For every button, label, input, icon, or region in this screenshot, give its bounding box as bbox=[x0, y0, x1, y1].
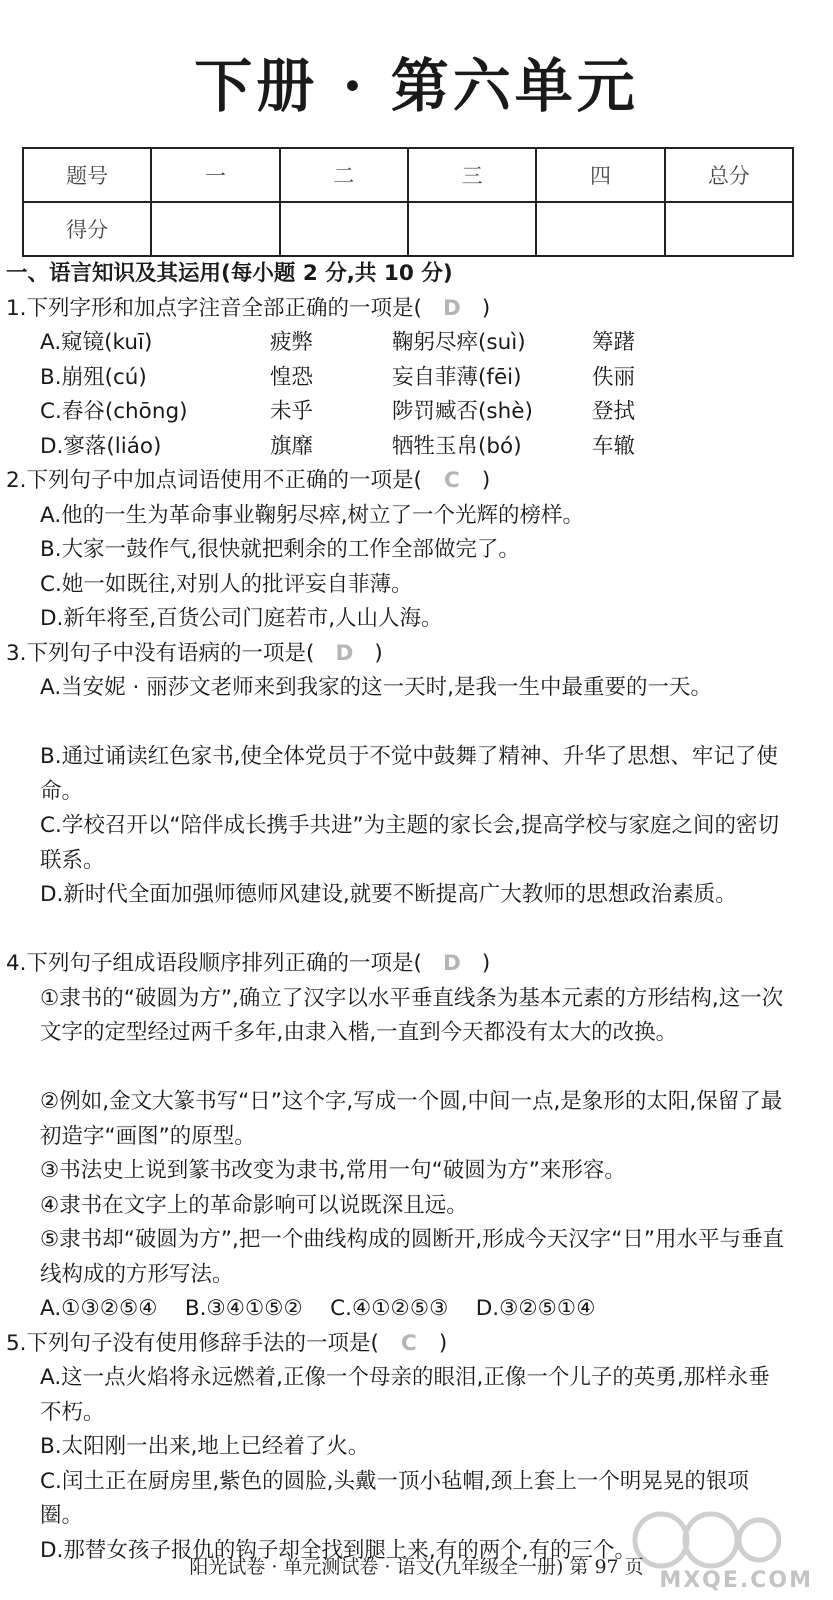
option-cell: 鞠躬尽瘁(suì) bbox=[392, 330, 526, 355]
question-3-option: D.新时代全面加强师德师风建设,就要不断提高广大教师的思想政治素质。 bbox=[40, 882, 737, 907]
question-4-sentence: ⑤隶书却“破圆为方”,把一个曲线构成的圆断开,形成今天汉字“日”用水平与垂直线构成的方形写法。 bbox=[40, 1227, 784, 1287]
option-cell: C.舂谷(chōng) bbox=[40, 399, 188, 424]
question-4-sentence: ①隶书的“破圆为方”,确立了汉字以水平垂直线条为基本元素的方形结构,这一次文字的定型经过两千多年,由隶入楷,一直到今天都没有太大的改换。 bbox=[40, 985, 784, 1045]
option-cell: 旗靡 bbox=[270, 433, 314, 459]
question-1-option-row bbox=[6, 395, 806, 430]
answer-mark: D bbox=[335, 640, 354, 666]
score-table-header-row bbox=[23, 148, 793, 202]
score-row-label: 得分 bbox=[23, 202, 151, 256]
question-5-option: A.这一点火焰将永远燃着,正像一个母亲的眼泪,正像一个儿子的英勇,那样永垂不朽。 bbox=[40, 1365, 770, 1425]
question-2-option: D.新年将至,百货公司门庭若市,人山人海。 bbox=[40, 606, 443, 631]
option-cell: 陟罚臧否(shè) bbox=[392, 399, 533, 424]
option-cell: D.寥落(liáo) bbox=[40, 433, 162, 459]
paren-close: ) bbox=[481, 468, 491, 493]
question-4-stem bbox=[6, 947, 806, 982]
paren-close: ) bbox=[438, 1330, 448, 1356]
score-input-cell[interactable] bbox=[536, 202, 664, 256]
question-1-option-row bbox=[6, 361, 806, 396]
score-input-cell[interactable] bbox=[665, 202, 793, 256]
score-table-score-row bbox=[23, 202, 793, 256]
score-table-cell: 题号 bbox=[23, 148, 151, 202]
question-1-option-row bbox=[6, 430, 806, 465]
question-1-option-row bbox=[6, 326, 806, 361]
answer-mark: D bbox=[442, 951, 461, 976]
question-3-option: B.通过诵读红色家书,使全体党员于不觉中鼓舞了精神、升华了思想、牢记了使命。 bbox=[40, 744, 778, 804]
question-2-option: B.大家一鼓作气,很快就把剩余的工作全部做完了。 bbox=[40, 537, 520, 562]
paren-close: ) bbox=[481, 951, 491, 976]
question-text: 4.下列句子组成语段顺序排列正确的一项是( bbox=[6, 951, 422, 976]
question-1-stem bbox=[6, 292, 806, 327]
question-4-sentence: ④隶书在文字上的革命影响可以说既深且远。 bbox=[40, 1192, 468, 1218]
score-table-cell: 三 bbox=[408, 148, 536, 202]
option-cell: 疲弊 bbox=[270, 330, 314, 355]
option-cell: A.窥镜(kuī) bbox=[40, 330, 153, 355]
option-cell: B.崩殂(cú) bbox=[40, 364, 147, 390]
score-table-cell: 一 bbox=[151, 148, 279, 202]
page-footer: 阳光试卷 · 单元测试卷 · 语文(九年级全一册) 第 97 页 bbox=[189, 1556, 644, 1578]
answer-mark: C bbox=[401, 1330, 417, 1356]
page-title: 下册 · 第六单元 bbox=[194, 52, 639, 120]
answer-mark: D bbox=[442, 295, 461, 321]
section-heading: 一、语言知识及其运用(每小题 2 分,共 10 分) bbox=[6, 261, 453, 286]
paren-close: ) bbox=[374, 640, 383, 666]
option-cell: 筹躇 bbox=[592, 330, 636, 355]
question-5-stem bbox=[6, 1327, 806, 1362]
watermark-text: MXQE.COM bbox=[659, 1568, 813, 1593]
question-3-stem bbox=[6, 637, 806, 672]
question-2-option: C.她一如既往,对别人的批评妄自菲薄。 bbox=[40, 571, 413, 597]
question-4-sentence: ②例如,金文大篆书写“日”这个字,写成一个圆,中间一点,是象形的太阳,保留了最初造字“画图”的原型。 bbox=[40, 1089, 783, 1149]
question-3-option: A.当安妮 · 丽莎文老师来到我家的这一天时,是我一生中最重要的一天。 bbox=[40, 675, 713, 700]
option-cell: 牺牲玉帛(bó) bbox=[392, 433, 522, 459]
question-list bbox=[6, 257, 806, 1568]
question-5-option: B.太阳刚一出来,地上已经着了火。 bbox=[40, 1434, 370, 1459]
score-input-cell[interactable] bbox=[280, 202, 408, 256]
score-input-cell[interactable] bbox=[151, 202, 279, 256]
question-text: 1.下列字形和加点字注音全部正确的一项是( bbox=[6, 295, 422, 321]
option-cell: 未乎 bbox=[270, 399, 314, 424]
question-5-option: D.那替女孩子报仇的钩子却全找到腿上来,有的两个,有的三个。 bbox=[40, 1537, 637, 1563]
score-table bbox=[22, 147, 794, 257]
score-table-cell: 四 bbox=[536, 148, 664, 202]
score-table-cell: 二 bbox=[280, 148, 408, 202]
option-cell: 妄自菲薄(fēi) bbox=[392, 364, 522, 390]
question-2-option: A.他的一生为革命事业鞠躬尽瘁,树立了一个光辉的榜样。 bbox=[40, 502, 585, 528]
score-input-cell[interactable] bbox=[408, 202, 536, 256]
score-table-cell: 总分 bbox=[665, 148, 793, 202]
question-text: 3.下列句子中没有语病的一项是( bbox=[6, 640, 315, 666]
question-4-sentence: ③书法史上说到篆书改变为隶书,常用一句“破圆为方”来形容。 bbox=[40, 1158, 626, 1183]
question-5-option: C.闰土正在厨房里,紫色的圆脸,头戴一顶小毡帽,颈上套上一个明晃晃的银项圈。 bbox=[40, 1468, 749, 1528]
question-3-option: C.学校召开以“陪伴成长携手共进”为主题的家长会,提高学校与家庭之间的密切联系。 bbox=[40, 813, 779, 873]
question-4-choices: A.①③②⑤④ B.③④①⑤② C.④①②⑤③ D.③②⑤①④ bbox=[40, 1296, 596, 1321]
question-2-stem bbox=[6, 464, 806, 499]
paren-close: ) bbox=[481, 295, 491, 321]
option-cell: 车辙 bbox=[592, 433, 636, 459]
option-cell: 佚丽 bbox=[592, 364, 636, 390]
option-cell: 登拭 bbox=[592, 399, 636, 424]
question-text: 2.下列句子中加点词语使用不正确的一项是( bbox=[6, 468, 422, 493]
answer-mark: C bbox=[444, 468, 460, 493]
question-text: 5.下列句子没有使用修辞手法的一项是( bbox=[6, 1330, 379, 1356]
option-cell: 惶恐 bbox=[270, 364, 314, 390]
